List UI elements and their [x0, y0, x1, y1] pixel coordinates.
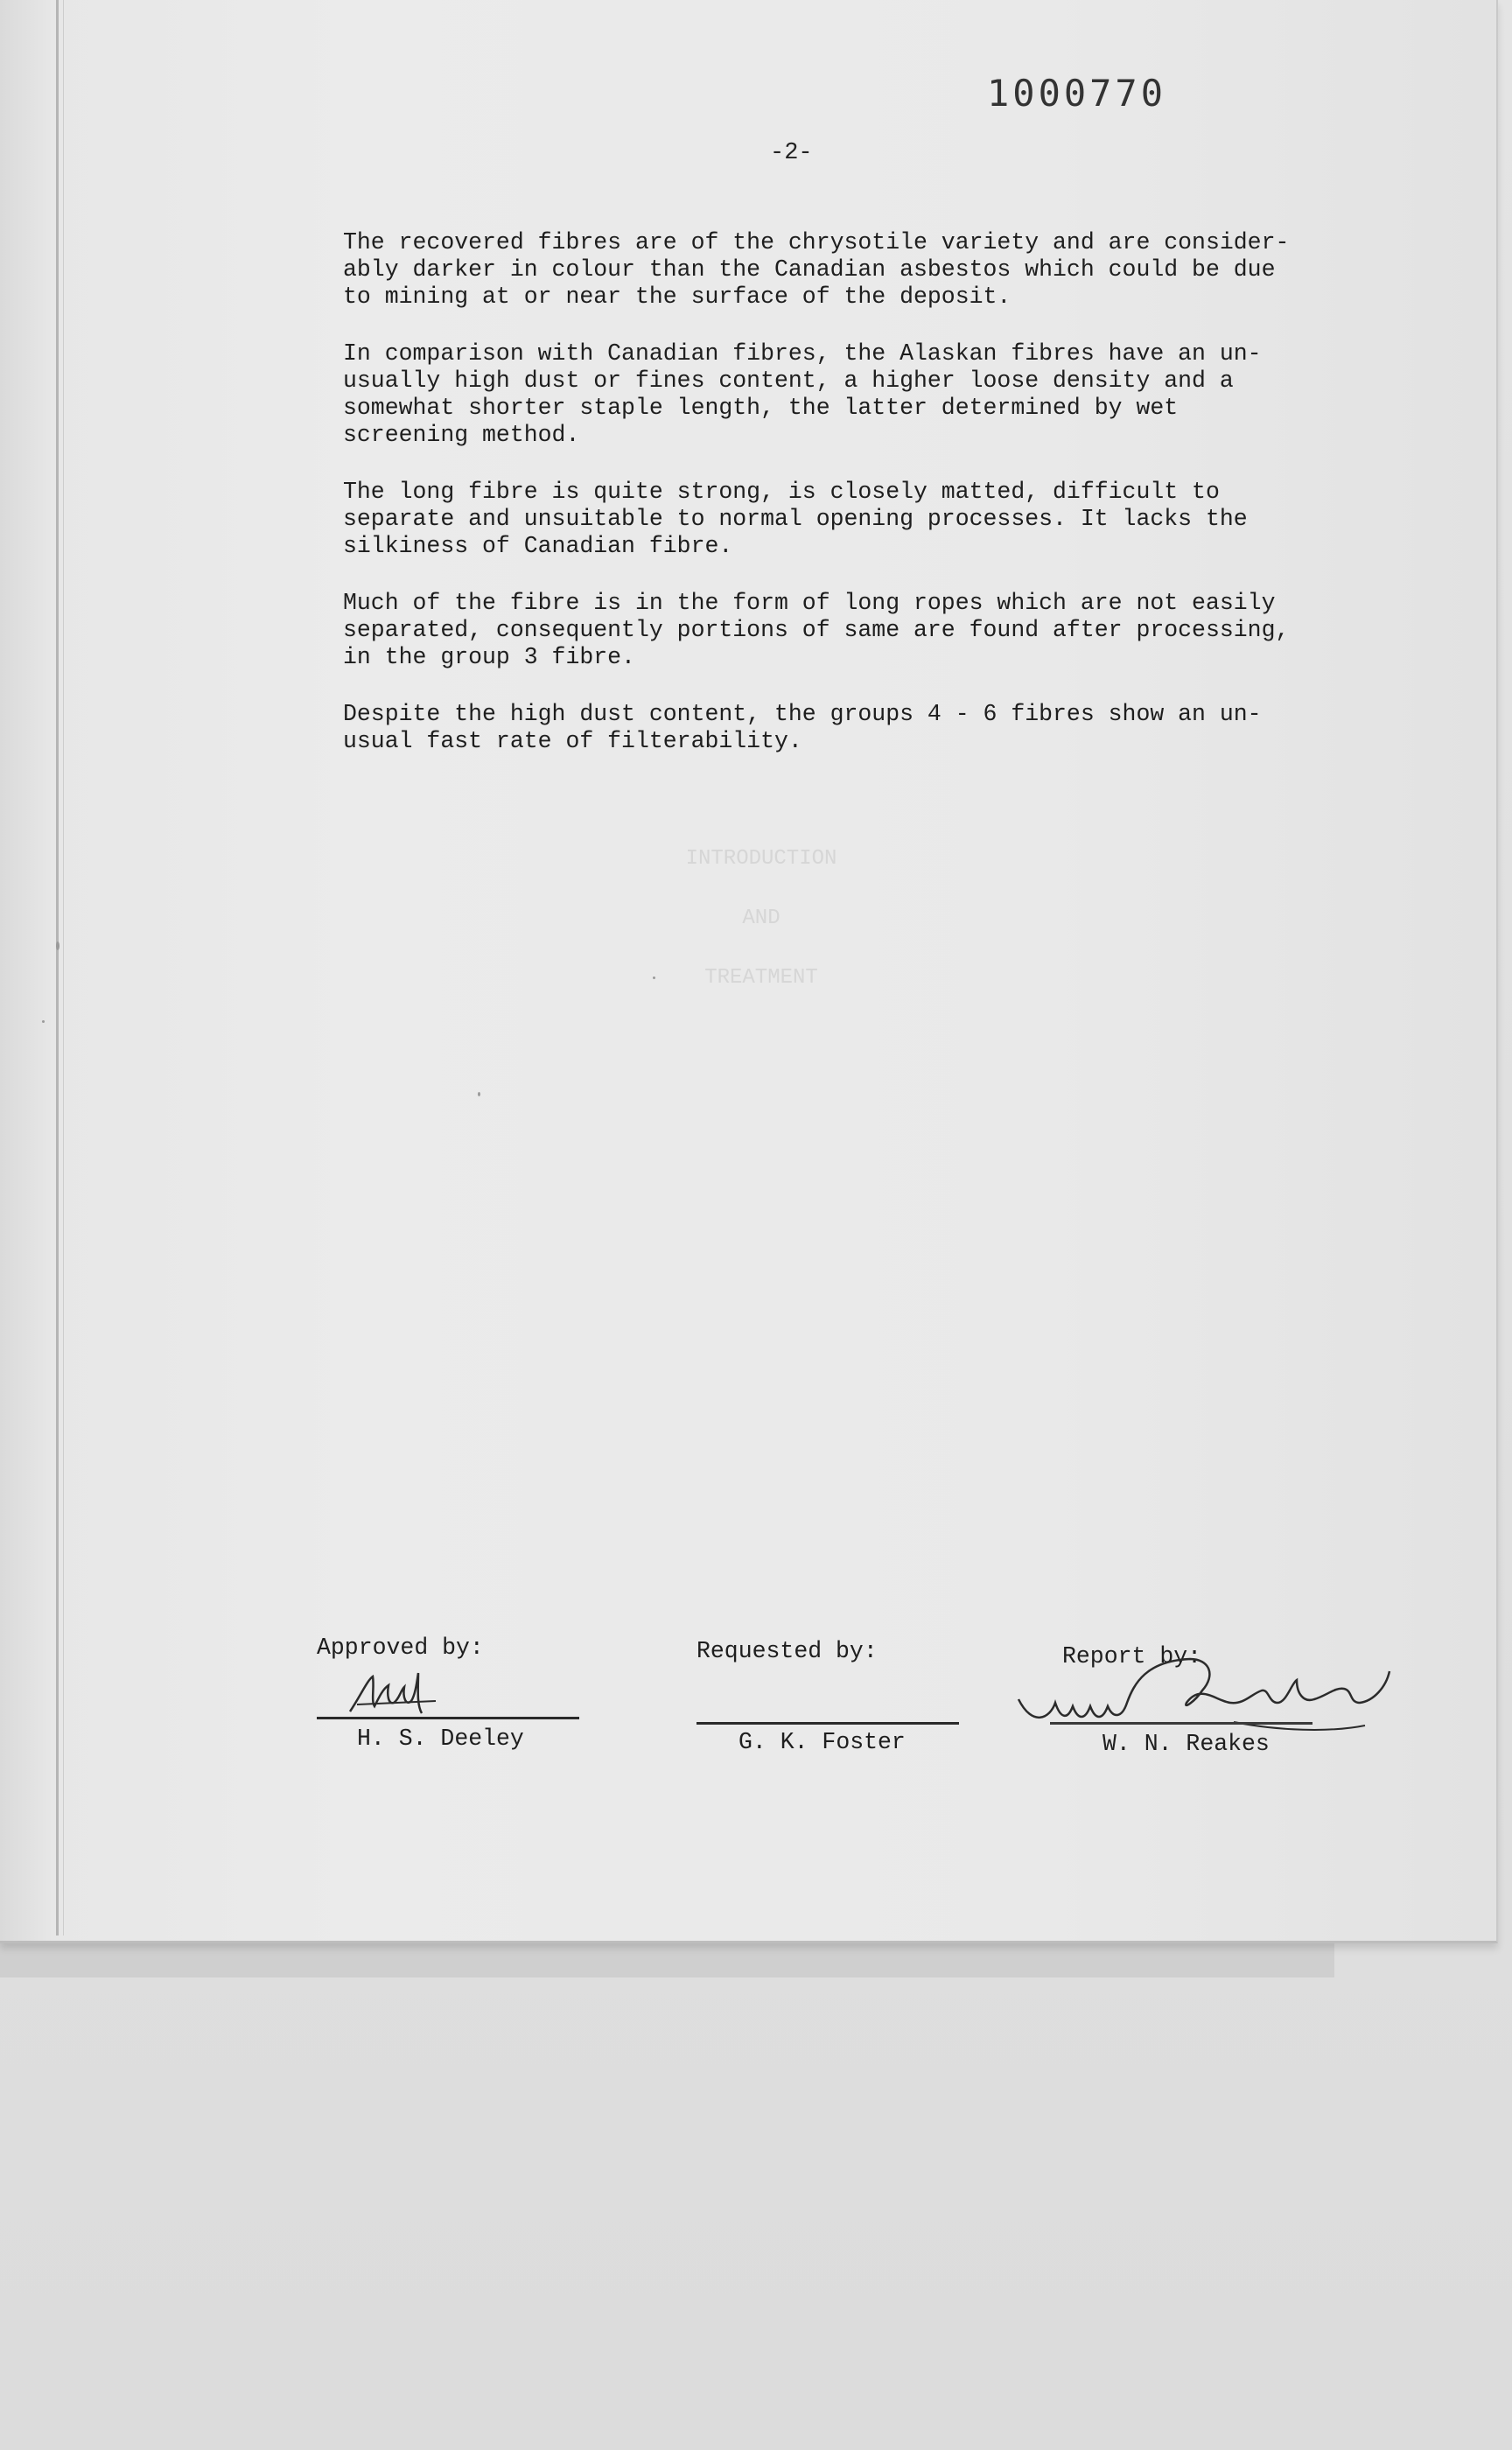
- approved-by-name: H. S. Deeley: [357, 1726, 524, 1752]
- paragraph-ropes: Much of the fibre is in the form of long ropes which are not easily separated, consequently portions of same are found after processing, in the group 3 fibre.: [343, 590, 1290, 670]
- paragraph-comparison: In comparison with Canadian fibres, the Alaskan fibres have an un- usually high dust or fines content, a higher loose density and a somewhat shorter staple length, the latter determined by wet screening method.: [343, 340, 1262, 448]
- binding-edge-inner: [63, 0, 64, 1936]
- document-number: 1000770: [987, 72, 1167, 115]
- requested-signature-line: [696, 1722, 959, 1725]
- page-number: -2-: [770, 140, 813, 166]
- approved-signature-line: [317, 1717, 579, 1719]
- requested-by-label: Requested by:: [696, 1638, 878, 1664]
- requested-by-name: G. K. Foster: [738, 1729, 906, 1755]
- paragraph-filterability: Despite the high dust content, the groups 4 - 6 fibres show an un- usual fast rate of filterability.: [343, 701, 1262, 754]
- show-through-text-1: INTRODUCTION: [685, 847, 837, 871]
- report-by-name: W. N. Reakes: [1102, 1731, 1270, 1757]
- show-through-text-3: TREATMENT: [704, 966, 818, 990]
- scan-speck: [56, 942, 60, 950]
- approved-signature: [348, 1670, 444, 1722]
- binding-edge: [56, 0, 59, 1936]
- scan-speck: [42, 1020, 45, 1023]
- report-signature-line: [1050, 1722, 1312, 1725]
- approved-by-label: Approved by:: [317, 1634, 484, 1661]
- scan-speck: [478, 1092, 480, 1096]
- report-by-label: Report by:: [1062, 1643, 1202, 1670]
- scan-speck: [653, 976, 655, 979]
- body-text: [343, 229, 1367, 785]
- paragraph-fibre-variety: The recovered fibres are of the chrysotile variety and are consider- ably darker in colour than the Canadian asbestos which could be due to mining at or near the surface of the deposit.: [343, 229, 1290, 310]
- paragraph-long-fibre: The long fibre is quite strong, is closely matted, difficult to separate and unsuitable to normal opening processes. It lacks the silkiness of Canadian fibre.: [343, 479, 1248, 559]
- show-through-text-2: AND: [742, 906, 780, 930]
